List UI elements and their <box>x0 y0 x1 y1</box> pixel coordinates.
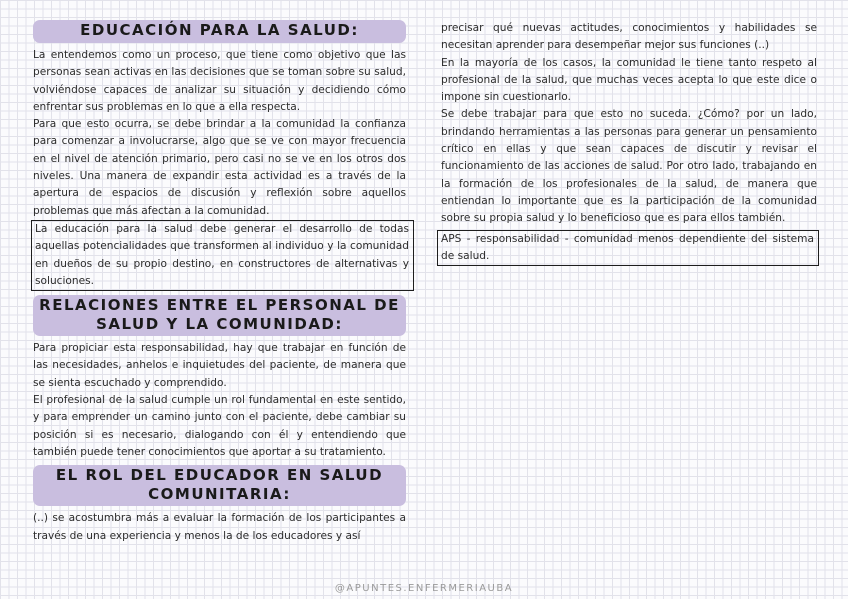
boxed-note-aps: APS - responsabilidad - comunidad menos dependiente del sistema de salud. <box>437 230 819 267</box>
paragraph-responsabilidad: Para propiciar esta responsabilidad, hay que trabajar en función de las necesidades, anhelos e inquietudes del paciente, de manera que se sienta escuchado y comprendido. <box>33 342 406 389</box>
paragraph-actitudes: precisar qué nuevas actitudes, conocimientos y habilidades se necesitan aprender para desempeñar mejor sus funciones (..) <box>441 22 817 52</box>
paragraph-definicion: La entendemos como un proceso, que tiene como objetivo que las personas sean activas en las decisiones que se toman sobre su salud, volviéndose capaces de analizar su situación y decidiendo cómo enfrentar sus problemas en lo que a ella respecta. <box>33 49 406 113</box>
paragraph-respeto: En la mayoría de los casos, la comunidad le tiene tanto respeto al profesional de la salud, que muchas veces acepta lo que este dice o impone sin cuestionarlo. <box>441 56 817 104</box>
right-column <box>441 20 817 266</box>
paragraph-rol-profesional: El profesional de la salud cumple un rol fundamental en este sentido, y para emprender un camino junto con el paciente, debe cambiar su posición si es necesario, dialogando con él y entendiendo que también puede tener conocimientos que aportar a su tratamiento. <box>33 394 406 458</box>
heading-rol-educador: EL ROL DEL EDUCADOR EN SALUD COMUNITARIA: <box>33 465 406 506</box>
paragraph-confianza: Para que esto ocurra, se debe brindar a la comunidad la confianza para comenzar a involucrarse, algo que se ve con mayor frecuencia en el nivel de atención primario, pero casi no se ve en los otros dos niveles. Una manera de expandir esta actividad es a través de la apertura de espacios de discusión y reflexión sobre aquellos problemas que más afectan a la comunidad. <box>33 118 406 217</box>
heading-relaciones-personal-comunidad: RELACIONES ENTRE EL PERSONAL DE SALUD Y LA COMUNIDAD: <box>33 295 406 336</box>
heading-educacion-para-la-salud: EDUCACIÓN PARA LA SALUD: <box>33 20 406 43</box>
footer-handle: @APUNTES.ENFERMERIAUBA <box>334 583 514 594</box>
boxed-note-educacion: La educación para la salud debe generar el desarrollo de todas aquellas potencialidades que transformen al individuo y la comunidad en dueños de su propio destino, en constructores de alternativas y soluciones. <box>31 220 414 291</box>
paragraph-evaluacion: (..) se acostumbra más a evaluar la formación de los participantes a través de una experiencia y menos la de los educadores y así <box>33 512 406 542</box>
left-column <box>33 20 409 545</box>
paragraph-como: Se debe trabajar para que esto no suceda. ¿Cómo? por un lado, brindando herramientas a las personas para generar un pensamiento crítico en ellas y que sean capaces de discutir y revisar el funcionamiento de las acciones de salud. Por otro lado, trabajando en la formación de los profesionales de la salud, de manera que entiendan lo importante que es la participación de la comunidad sobre su propia salud y lo beneficioso que es para ellos también. <box>441 108 817 225</box>
